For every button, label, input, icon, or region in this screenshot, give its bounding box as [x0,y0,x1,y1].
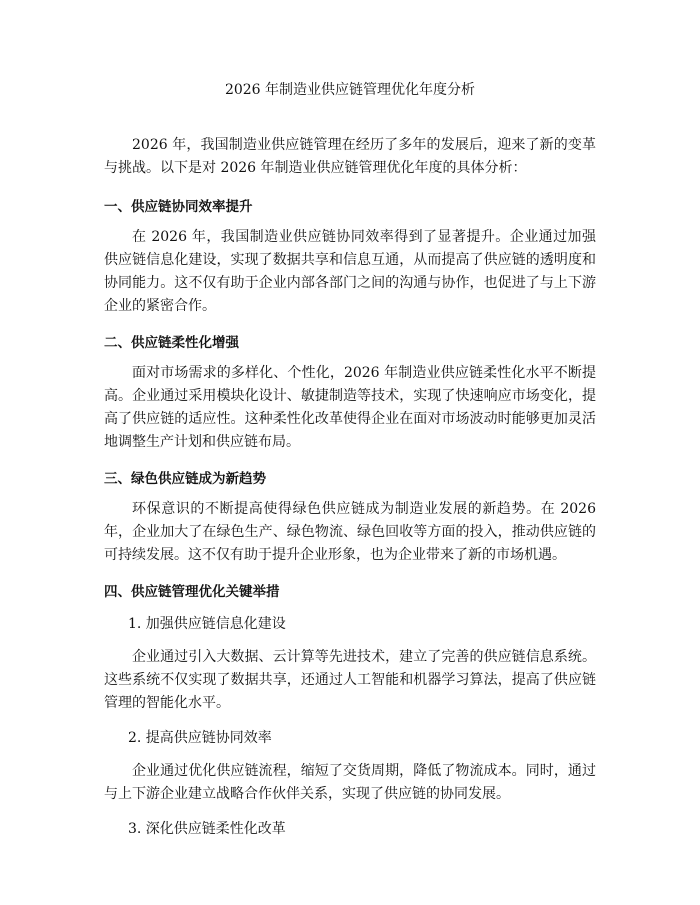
intro-paragraph: 2026 年，我国制造业供应链管理在经历了多年的发展后，迎来了新的变革与挑战。以下是对 2026 年制造业供应链管理优化年度的具体分析： [104,137,596,176]
section-paragraph-1: 在 2026 年，我国制造业供应链协同效率得到了显著提升。企业通过加强供应链信息化建设，实现了数据共享和信息互通，从而提高了供应链的透明度和协同能力。这不仅有助于企业内部各部门之间的沟通与协作，也促进了与上下游企业的紧密合作。 [104,229,596,314]
subitem-label-2: 2. 提高供应链协同效率 [128,730,272,746]
section-heading-1: 一、供应链协同效率提升 [104,199,253,215]
subitem-paragraph-1: 企业通过引入大数据、云计算等先进技术，建立了完善的供应链信息系统。这些系统不仅实现了数据共享，还通过人工智能和机器学习算法，提高了供应链管理的智能化水平。 [104,649,596,711]
section-heading-3: 三、绿色供应链成为新趋势 [104,471,266,487]
section-heading-4: 四、供应链管理优化关键举措 [104,584,280,600]
section-paragraph-2: 面对市场需求的多样化、个性化，2026 年制造业供应链柔性化水平不断提高。企业通过采用模块化设计、敏捷制造等技术，实现了快速响应市场变化，提高了供应链的适应性。这种柔性化改革使得企业在面对市场波动时能够更加灵活地调整生产计划和供应链布局。 [104,365,596,450]
section-heading-2: 二、供应链柔性化增强 [104,335,239,351]
subitem-paragraph-2: 企业通过优化供应链流程，缩短了交货周期，降低了物流成本。同时，通过与上下游企业建立战略合作伙伴关系，实现了供应链的协同发展。 [104,763,596,802]
subitem-label-1: 1. 加强供应链信息化建设 [128,616,286,632]
subitem-label-3: 3. 深化供应链柔性化改革 [128,821,286,837]
document-title: 2026 年制造业供应链管理优化年度分析 [224,82,476,98]
section-paragraph-3: 环保意识的不断提高使得绿色供应链成为制造业发展的新趋势。在 2026 年，企业加大了在绿色生产、绿色物流、绿色回收等方面的投入，推动供应链的可持续发展。这不仅有助于提升企业形象，也为企业带来了新的市场机遇。 [104,501,596,563]
